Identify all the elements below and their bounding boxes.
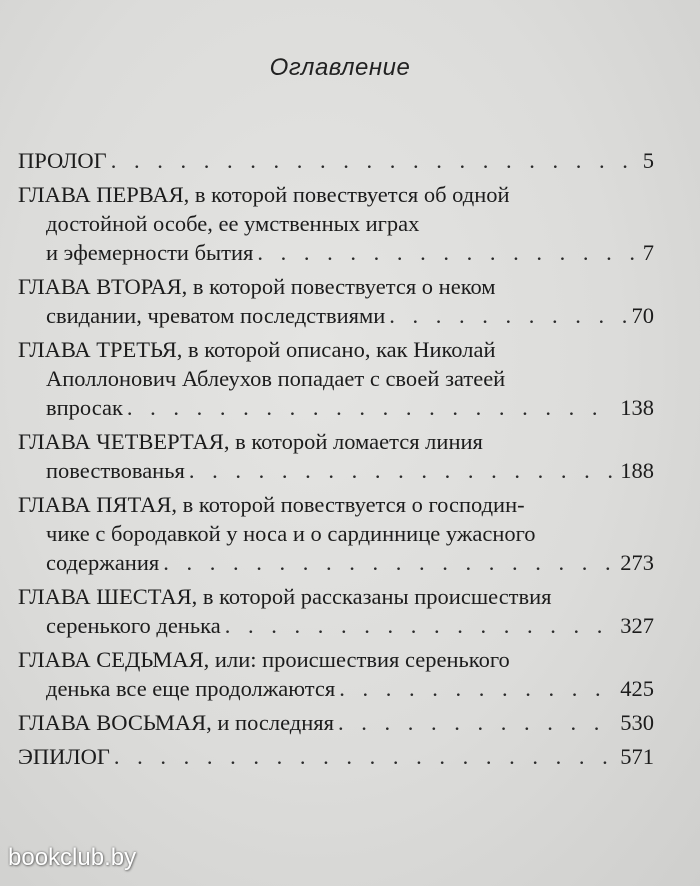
- page-number: 530: [620, 710, 654, 735]
- page-title: Оглавление: [269, 54, 411, 81]
- toc-entry-line: повествованья: [46, 458, 185, 483]
- toc-entry-last-line: [18, 742, 654, 771]
- toc-entry-last-line: [18, 146, 654, 175]
- dot-leader: [127, 393, 616, 422]
- dot-leader: [189, 456, 616, 485]
- toc-entry-line: ГЛАВА ШЕСТАЯ, в которой рассказаны происшествия: [18, 584, 552, 609]
- page-number: 70: [631, 303, 654, 328]
- toc-entry-line: серенького денька: [46, 613, 221, 638]
- toc-entry-line: ГЛАВА ЧЕТВЕРТАЯ, в которой ломается линия: [18, 429, 483, 454]
- toc-entry-line: ПРОЛОГ: [18, 148, 107, 173]
- toc-entry-line: денька все еще продолжаются: [46, 676, 336, 701]
- toc-entry-last-line: [18, 301, 654, 330]
- page-number: 327: [620, 613, 654, 638]
- dot-leader: [114, 742, 616, 771]
- toc-entry-last-line: [18, 708, 654, 737]
- toc-entry-last-line: [18, 456, 654, 485]
- toc-entry: [18, 645, 654, 703]
- toc-entry-last-line: [18, 238, 654, 267]
- toc-entry-line: достойной особе, ее умственных играх: [46, 211, 420, 236]
- toc-entry-last-line: [18, 674, 654, 703]
- toc-entry-line: содержания: [46, 550, 160, 575]
- page-number: 273: [620, 550, 654, 575]
- table-of-contents: [18, 146, 654, 776]
- toc-entry: [18, 146, 654, 175]
- toc-entry-line: ГЛАВА ВТОРАЯ, в которой повествуется о неком: [18, 274, 496, 299]
- page-number: 188: [620, 458, 654, 483]
- watermark: bookclub.by: [8, 844, 137, 871]
- toc-entry-line: чике с бородавкой у носа и о сардиннице ужасного: [46, 521, 536, 546]
- toc-entry: [18, 582, 654, 640]
- page-number: 5: [642, 148, 654, 173]
- toc-entry: [18, 742, 654, 771]
- dot-leader: [338, 708, 616, 737]
- page-number: 7: [642, 240, 654, 265]
- toc-entry: [18, 335, 654, 422]
- dot-leader: [111, 146, 639, 175]
- toc-entry-line: свидании, чреватом последствиями: [46, 303, 386, 328]
- dot-leader: [225, 611, 617, 640]
- toc-entry-line: ГЛАВА ПЯТАЯ, в которой повествуется о господин-: [18, 492, 525, 517]
- toc-entry-line: ГЛАВА ВОСЬМАЯ, и последняя: [18, 710, 334, 735]
- dot-leader: [257, 238, 638, 267]
- toc-entry: [18, 708, 654, 737]
- toc-entry: [18, 490, 654, 577]
- page-number: 138: [620, 395, 654, 420]
- toc-entry-line: впросак: [46, 395, 123, 420]
- toc-entry: [18, 272, 654, 330]
- toc-entry-line: Аполлонович Аблеухов попадает с своей затеей: [46, 366, 506, 391]
- toc-entry-line: ГЛАВА ТРЕТЬЯ, в которой описано, как Николай: [18, 337, 496, 362]
- toc-entry-line: ГЛАВА СЕДЬМАЯ, или: происшествия серенького: [18, 647, 510, 672]
- dot-leader: [339, 674, 616, 703]
- toc-entry: [18, 180, 654, 267]
- toc-entry-line: ЭПИЛОГ: [18, 744, 110, 769]
- toc-entry: [18, 427, 654, 485]
- dot-leader: [389, 301, 627, 330]
- toc-entry-last-line: [18, 611, 654, 640]
- toc-entry-last-line: [18, 393, 654, 422]
- page-number: 425: [620, 676, 654, 701]
- dot-leader: [163, 548, 616, 577]
- toc-entry-line: ГЛАВА ПЕРВАЯ, в которой повествуется об одной: [18, 182, 510, 207]
- toc-entry-last-line: [18, 548, 654, 577]
- page-number: 571: [620, 744, 654, 769]
- toc-entry-line: и эфемерности бытия: [46, 240, 254, 265]
